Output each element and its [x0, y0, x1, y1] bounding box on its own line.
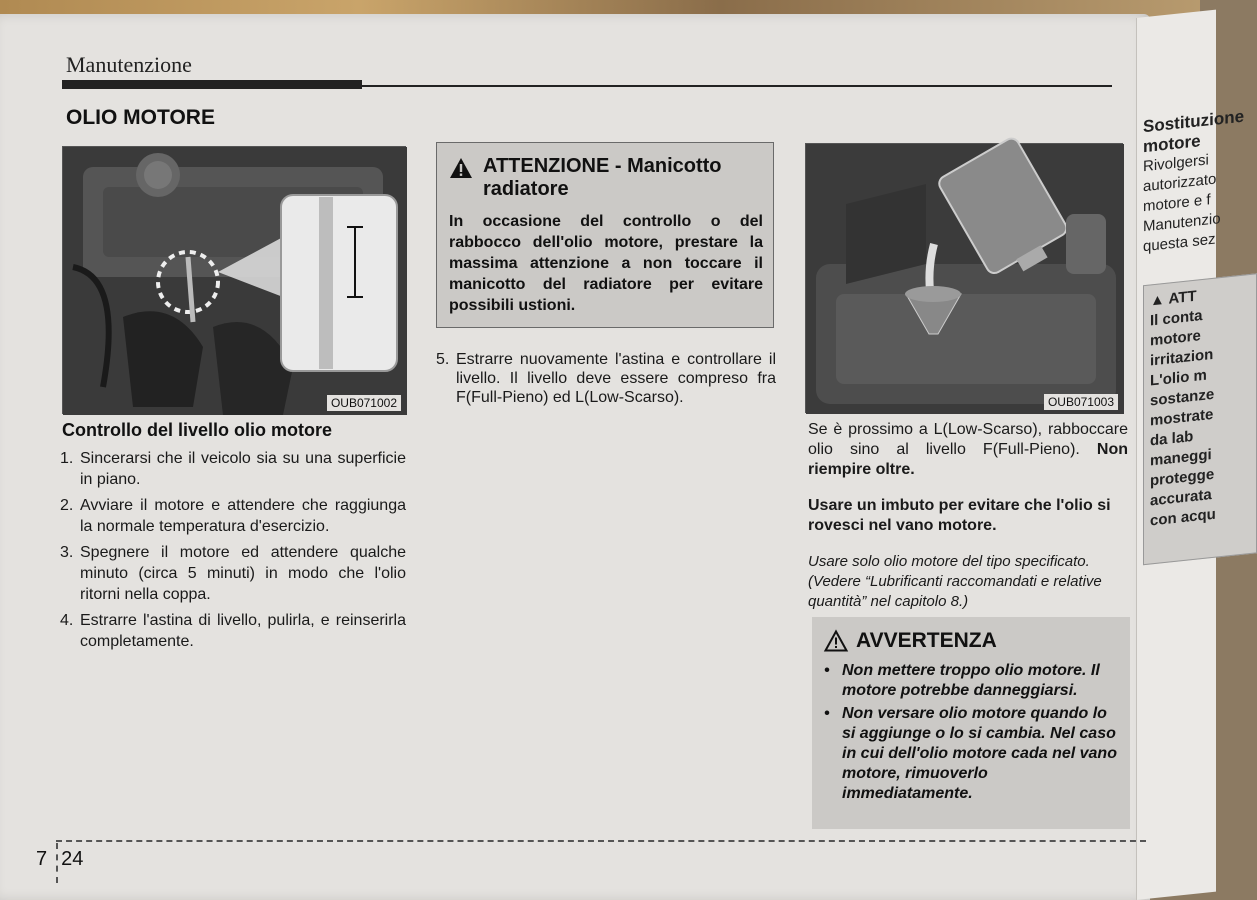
list-item: 3. Spegnere il motore ed attendere qualche minuto (circa 5 minuti) in modo che l'olio ritorni nella coppa. — [60, 544, 406, 603]
next-page-edge — [1136, 10, 1245, 900]
next-page-line: questa sez — [1143, 230, 1216, 256]
warning-triangle-icon — [449, 157, 473, 179]
subsection-title: Controllo del livello olio motore — [62, 420, 333, 440]
next-page-line: Rivolgersi — [1143, 151, 1209, 176]
next-page-box-line: L'olio m — [1150, 366, 1207, 390]
next-page-box-line: sostanze — [1150, 385, 1215, 410]
dipstick-figure — [62, 146, 406, 414]
chapter-number: 7 — [36, 848, 48, 870]
next-page-warning-box — [1143, 273, 1257, 565]
header-rule-thick — [62, 80, 362, 89]
next-page-box-title: ▲ ATT — [1150, 287, 1197, 310]
procedure-steps — [60, 448, 406, 657]
section-title: OLIO MOTORE — [66, 106, 215, 129]
level-instruction: Se è prossimo a L(Low-Scarso), rabboccare olio sino al livello F(Full-Pieno). Non riempire oltre. — [808, 421, 1128, 478]
page-index: 24 — [61, 848, 84, 870]
list-item: 2. Avviare il motore e attendere che raggiunga la normale temperatura d'esercizio. — [60, 497, 406, 535]
list-item: 1. Sincerarsi che il veicolo sia su una superficie in piano. — [60, 450, 406, 488]
list-item: • Non mettere troppo olio motore. Il motore potrebbe danneggiarsi. — [824, 662, 1100, 699]
next-page-line: motore e f — [1143, 191, 1211, 216]
warning-title: ATTENZIONE - Manicotto radiatore — [449, 155, 763, 201]
next-page-box-line: da lab — [1150, 427, 1194, 450]
list-item: 5. Estrarre nuovamente l'astina e controllare il livello. Il livello deve essere compreso fra F(Full-Pieno) ed L(Low-Scarso). — [436, 351, 776, 406]
next-page-box-line: maneggi — [1150, 446, 1212, 470]
next-page-box-line: motore — [1150, 327, 1201, 350]
list-item: 4. Estrarre l'astina di livello, pulirla, e reinserirla completamente. — [60, 612, 406, 650]
warning-body: In occasione del controllo o del rabbocco dell'olio motore, prestare la massima attenzione a non toccare il manicotto del radiatore per evitare possibili ustioni. — [449, 213, 763, 314]
footer-rule — [56, 840, 1146, 842]
engine-dipstick-illustration — [63, 147, 407, 415]
next-page-line: autorizzato — [1143, 170, 1217, 196]
next-page-box-line: irritazion — [1150, 345, 1214, 370]
next-page-title: Sostituzione motore — [1143, 106, 1245, 157]
header-rule-thin — [360, 85, 1112, 87]
figure-caption: OUB071002 — [327, 395, 401, 411]
list-item: • Non versare olio motore quando lo si aggiunge o lo si cambia. Nel caso in cui dell'olio motore cada nel vano motore, rimuoverlo immediatamente. — [824, 705, 1117, 802]
next-page-box-line: con acqu — [1150, 505, 1216, 530]
page-number — [36, 848, 83, 871]
caution-triangle-icon — [824, 630, 848, 652]
caution-list — [824, 661, 1118, 804]
caution-box — [812, 617, 1130, 829]
next-page-box-line: mostrate — [1150, 405, 1214, 430]
next-page-box-line: protegge — [1150, 465, 1215, 490]
next-page-box-line: Il conta — [1150, 307, 1203, 330]
caution-title: AVVERTENZA — [824, 629, 1118, 653]
oil-filling-figure — [805, 143, 1123, 413]
funnel-instruction: Usare un imbuto per evitare che l'olio si rovesci nel vano motore. — [808, 497, 1111, 534]
running-head: Manutenzione — [66, 52, 192, 77]
warning-box — [436, 142, 774, 328]
oil-type-note: Usare solo olio motore del tipo specificato. (Vedere “Lubrificanti raccomandati e relative quantità” nel capitolo 8.) — [808, 553, 1102, 610]
figure-caption: OUB071003 — [1044, 394, 1118, 410]
next-page-box-line: accurata — [1150, 486, 1212, 510]
oil-filling-illustration — [806, 144, 1124, 414]
next-page-line: Manutenzio — [1143, 210, 1221, 236]
